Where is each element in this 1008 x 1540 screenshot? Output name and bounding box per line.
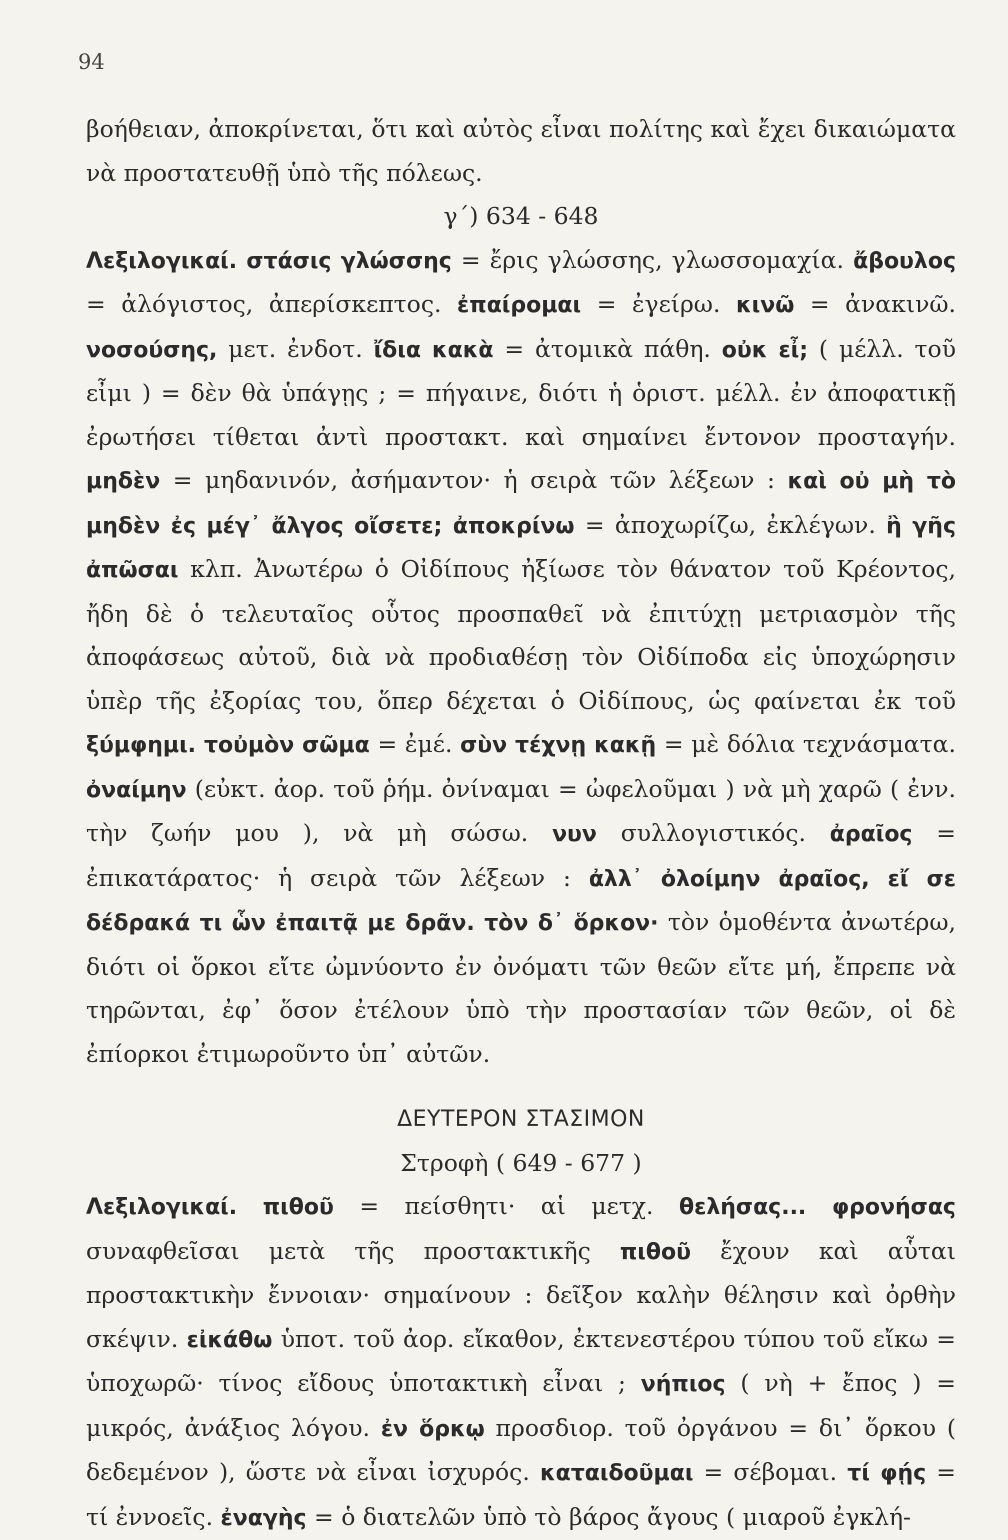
- gloss-text: ( μέλλ. τοῦ εἶμι ) = δὲν θὰ ὑπάγῃς ; = πήγαινε, διότι ἡ ὁριστ. μέλλ. ἐν ἀποφατικῇ ἐρωτήσει τίθεται ἀντὶ προστακτ. καὶ σημαίνει ἔντονον προσταγήν.: [86, 334, 956, 451]
- gloss-text: = μηδανινόν, ἀσήμαντον· ἡ σειρὰ τῶν λέξεων :: [160, 466, 788, 494]
- headword: κινῶ: [736, 293, 795, 318]
- headword: θελήσας... φρονήσας: [678, 1195, 956, 1220]
- headword: εἰκάθω: [186, 1327, 273, 1353]
- gloss-text: = ἐγείρω.: [581, 290, 737, 318]
- headword: ἀλλ᾽ ὀλοίμην ἀραῖος, εἴ σε δέδρακά τι ὧν ἐπαιτᾷ με δρᾶν. τὸν δ᾽ ὅρκον·: [86, 866, 956, 936]
- gloss-text: = ἐπικατάρατος· ἡ σειρὰ τῶν λέξεων :: [86, 819, 956, 892]
- headword: Λεξιλογικαί. στάσις γλώσσης: [86, 248, 452, 274]
- headword: ἐν ὅρκῳ: [380, 1416, 485, 1442]
- gloss-text: τὸν ὁμοθέντα ἀνωτέρω, διότι οἱ ὅρκοι εἴτε ὠμνύοντο ἐν ὀνόματι τῶν θεῶν εἴτε μή, ἔπρεπε νὰ τηρῶνται, ἐφ᾽ ὅσον ἐτέλουν ὑπὸ τὴν προστασίαν τῶν θεῶν, οἱ δὲ ἐπίορκοι ἐτιμωροῦντο ὑπ᾽ αὐτῶν.: [86, 908, 956, 1068]
- gloss-text: = σέβομαι.: [693, 1458, 848, 1486]
- gloss-text: μετ. ἐνδοτ.: [217, 334, 374, 363]
- headword: νοσούσης,: [86, 337, 218, 363]
- glossary-paragraph-2: [86, 1185, 956, 1540]
- glossary-paragraph-1: [86, 239, 956, 1077]
- headword: τί φῄς: [847, 1461, 927, 1486]
- gloss-text: = πείσθητι· αἱ μετχ.: [333, 1192, 679, 1220]
- gloss-text: = ἐμέ.: [369, 730, 461, 758]
- gloss-text: ( νὴ + ἔπος ) = μικρός, ἀνάξιος λόγου.: [86, 1369, 956, 1442]
- gloss-text: = ἀτομικὰ πάθη.: [493, 334, 722, 363]
- gloss-text: = ἀλόγιστος, ἀπερίσκεπτος.: [86, 290, 458, 318]
- gloss-text: (εὐκτ. ἀορ. τοῦ ῥήμ. ὀνίναμαι = ὠφελοῦμαι ) νὰ μὴ χαρῶ ( ἐνν. τὴν ζωήν μου ), νὰ μὴ σώσω.: [86, 774, 956, 847]
- headword: ἐναγὴς: [220, 1505, 307, 1531]
- headword: Λεξιλογικαί. πιθοῦ: [86, 1195, 334, 1220]
- gloss-text: = ὁ διατελῶν ὑπὸ τὸ βάρος ἄγους ( μιαροῦ ἐγκλή-: [306, 1502, 911, 1531]
- gloss-text: = τί ἐννοεῖς.: [86, 1458, 956, 1531]
- headword: πιθοῦ: [619, 1239, 691, 1265]
- headword: οὐκ εἶ;: [721, 337, 809, 363]
- headword: ἐπαίρομαι: [457, 293, 582, 318]
- section-heading-1: γ΄) 634 - 648: [443, 202, 599, 230]
- headword: καὶ οὐ μὴ τὸ μηδὲν ἐς μέγ᾽ ἄλγος οἴσετε; ἀποκρίνω: [86, 469, 956, 539]
- page-number: 94: [78, 50, 105, 74]
- body-text: [86, 108, 956, 1540]
- section-heading-2: ΔΕΥΤΕΡΟΝ ΣΤΑΣΙΜΟΝ: [397, 1107, 645, 1132]
- headword: ἄβουλος: [853, 248, 956, 274]
- section-subheading-2: Στροφὴ ( 649 - 677 ): [400, 1148, 642, 1177]
- intro-paragraph: βοήθειαν, ἀποκρίνεται, ὅτι καὶ αὐτὸς εἶναι πολίτης καὶ ἔχει δικαιώματα νὰ προστατευθῇ ὑπὸ τῆς πόλεως.: [86, 115, 956, 187]
- headword: νήπιος: [640, 1372, 726, 1397]
- gloss-text: συναφθεῖσαι μετὰ τῆς προστακτικῆς: [86, 1236, 620, 1265]
- gloss-text: ἔχουν καὶ αὗται προστακτικὴν ἔννοιαν· σημαίνουν : δεῖξον καλὴν θέλησιν καὶ ὀρθὴν σκέψιν.: [86, 1236, 956, 1353]
- gloss-text: = ἔρις γλώσσης, γλωσσομαχία.: [451, 245, 854, 274]
- headword: νυν: [552, 822, 597, 847]
- gloss-text: ὑποτ. τοῦ ἀορ. εἴκαθον, ἐκτενεστέρου τύπου τοῦ εἴκω = ὑποχωρῶ· τίνος εἴδους ὑποτακτικὴ εἶναι ;: [86, 1324, 956, 1397]
- headword: ἀραῖος: [829, 822, 913, 847]
- gloss-text: = μὲ δόλια τεχνάσματα.: [656, 730, 956, 758]
- headword: μηδὲν: [86, 469, 161, 494]
- gloss-text: κλπ. Ἀνωτέρω ὁ Οἰδίπους ἠξίωσε τὸν θάνατον τοῦ Κρέοντος, ἤδη δὲ ὁ τελευταῖος οὗτος προσπαθεῖ νὰ ἐπιτύχῃ μετριασμὸν τῆς ἀποφάσεως αὐτοῦ, διὰ νὰ προδιαθέσῃ τὸν Οἰδίποδα εἰς ὑποχώρησιν ὑπὲρ τῆς ἐξορίας του, ὅπερ δέχεται ὁ Οἰδίπους, ὡς φαίνεται ἐκ τοῦ: [86, 555, 956, 715]
- headword: ὀναίμην: [86, 777, 187, 803]
- gloss-text: συλλογιστικός.: [596, 819, 830, 847]
- gloss-text: προσδιορ. τοῦ ὀργάνου = δι᾽ ὅρκου ( δεδεμένον ), ὥστε νὰ εἶναι ἰσχυρός.: [86, 1413, 956, 1486]
- headword: ἢ γῆς ἀπῶσαι: [86, 513, 956, 583]
- gloss-text: = ἀποχωρίζω, ἐκλέγων.: [574, 510, 887, 539]
- gloss-text: = ἀνακινῶ.: [794, 290, 956, 318]
- headword: ξύμφημι. τοὐμὸν σῶμα: [86, 733, 370, 758]
- headword: ἴδια κακὰ: [373, 337, 494, 363]
- headword: σὺν τέχνῃ κακῇ: [460, 733, 657, 758]
- headword: καταιδοῦμαι: [539, 1461, 694, 1486]
